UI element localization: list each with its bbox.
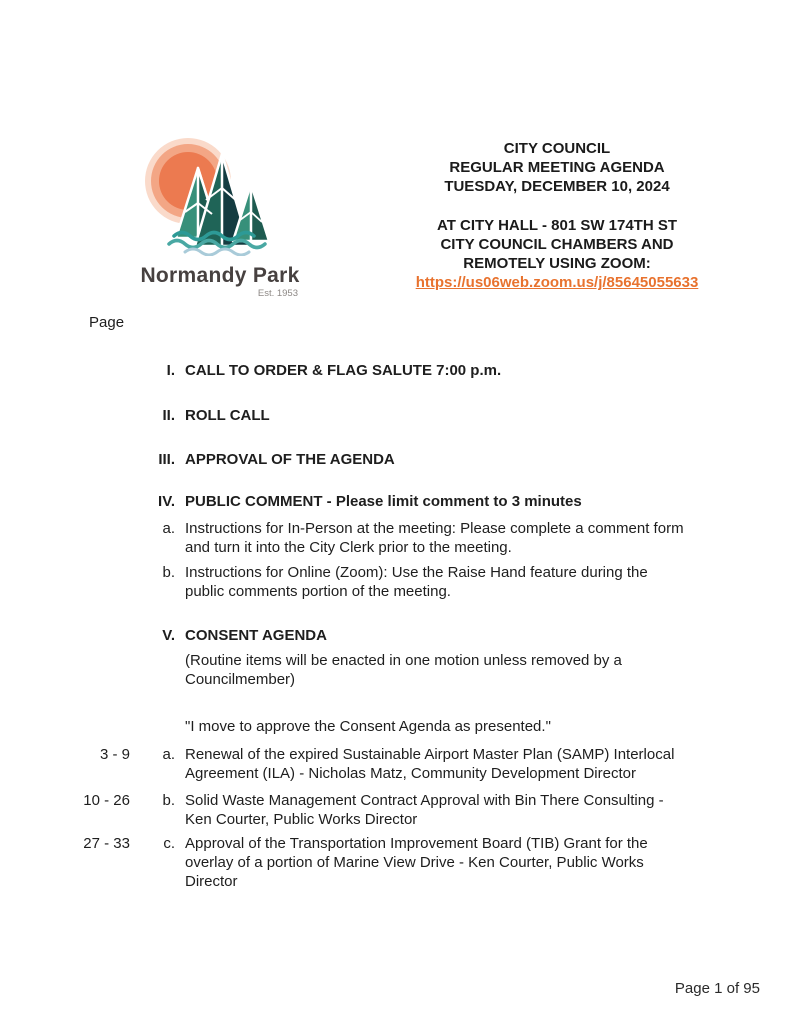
agenda-item-marker: I. xyxy=(166,362,175,379)
agenda-body xyxy=(0,350,791,891)
sub-item-marker: b. xyxy=(162,792,175,809)
agenda-item-marker: II. xyxy=(162,407,175,424)
sub-item-marker: c. xyxy=(163,835,175,852)
agenda-item-call-to-order xyxy=(0,361,791,380)
logo-city-name: Normandy Park xyxy=(140,264,300,287)
consent-agenda-motion xyxy=(0,717,791,736)
public-comment-sub-item-a xyxy=(0,519,791,557)
meeting-location-block xyxy=(396,216,718,292)
page-number-indicator: Page 1 of 95 xyxy=(674,980,760,997)
consent-agenda-note xyxy=(0,651,791,689)
agenda-item-title: CALL TO ORDER & FLAG SALUTE 7:00 p.m. xyxy=(185,362,502,379)
agenda-item-marker: III. xyxy=(158,451,175,468)
agenda-item-approval-of-agenda xyxy=(0,450,791,469)
consent-agenda-note-text: (Routine items will be enacted in one motion unless removed by a Councilmember) xyxy=(185,652,622,688)
sub-item-text: Approval of the Transportation Improvement Board (TIB) Grant for the overlay of a portion of Marine View Drive - Ken Courter, Public Works Director xyxy=(185,835,648,890)
agenda-item-consent-agenda xyxy=(0,626,791,645)
page-range: 27 - 33 xyxy=(83,835,130,852)
sub-item-marker: b. xyxy=(162,564,175,581)
sub-item-text: Instructions for Online (Zoom): Use the Raise Hand feature during the public comments portion of the meeting. xyxy=(185,564,648,600)
meeting-title-line: CITY COUNCIL xyxy=(503,140,611,157)
public-comment-sub-item-b xyxy=(0,563,791,601)
meeting-title-line: REGULAR MEETING AGENDA xyxy=(449,159,665,176)
agenda-item-roll-call xyxy=(0,406,791,425)
agenda-item-title: CONSENT AGENDA xyxy=(185,627,327,644)
logo-established-text: Est. 1953 xyxy=(257,288,298,299)
city-logo-graphic xyxy=(138,138,300,256)
meeting-location-line: CITY COUNCIL CHAMBERS AND xyxy=(440,236,674,253)
meeting-title-line: TUESDAY, DECEMBER 10, 2024 xyxy=(444,178,670,195)
agenda-item-title: PUBLIC COMMENT - Please limit comment to 3 minutes xyxy=(185,493,582,510)
agenda-item-title: ROLL CALL xyxy=(185,407,270,424)
consent-item-c xyxy=(0,834,791,891)
normandy-park-logo xyxy=(138,138,302,299)
agenda-item-marker: IV. xyxy=(158,493,175,510)
meeting-header xyxy=(396,139,718,292)
consent-item-a xyxy=(0,745,791,783)
page-range: 3 - 9 xyxy=(99,746,130,763)
meeting-title-block xyxy=(396,139,718,196)
sub-item-marker: a. xyxy=(162,746,175,763)
meeting-location-line: AT CITY HALL - 801 SW 174TH ST xyxy=(436,217,678,234)
zoom-meeting-link[interactable]: https://us06web.zoom.us/j/85645055633 xyxy=(415,274,699,291)
consent-item-b xyxy=(0,791,791,829)
consent-agenda-motion-text: "I move to approve the Consent Agenda as presented." xyxy=(185,718,551,735)
sub-item-text: Solid Waste Management Contract Approval with Bin There Consulting - Ken Courter, Public Works Director xyxy=(185,792,664,828)
agenda-item-marker: V. xyxy=(162,627,175,644)
sub-item-text: Renewal of the expired Sustainable Airport Master Plan (SAMP) Interlocal Agreement (ILA) - Nicholas Matz, Community Development Director xyxy=(185,746,675,782)
agenda-item-public-comment xyxy=(0,492,791,511)
sub-item-marker: a. xyxy=(162,520,175,537)
agenda-item-title: APPROVAL OF THE AGENDA xyxy=(185,451,395,468)
page-range: 10 - 26 xyxy=(83,792,130,809)
sub-item-text: Instructions for In-Person at the meeting: Please complete a comment form and turn it into the City Clerk prior to the meeting. xyxy=(185,520,684,556)
meeting-location-line: REMOTELY USING ZOOM: xyxy=(463,255,651,272)
page-column-header: Page xyxy=(89,314,125,331)
